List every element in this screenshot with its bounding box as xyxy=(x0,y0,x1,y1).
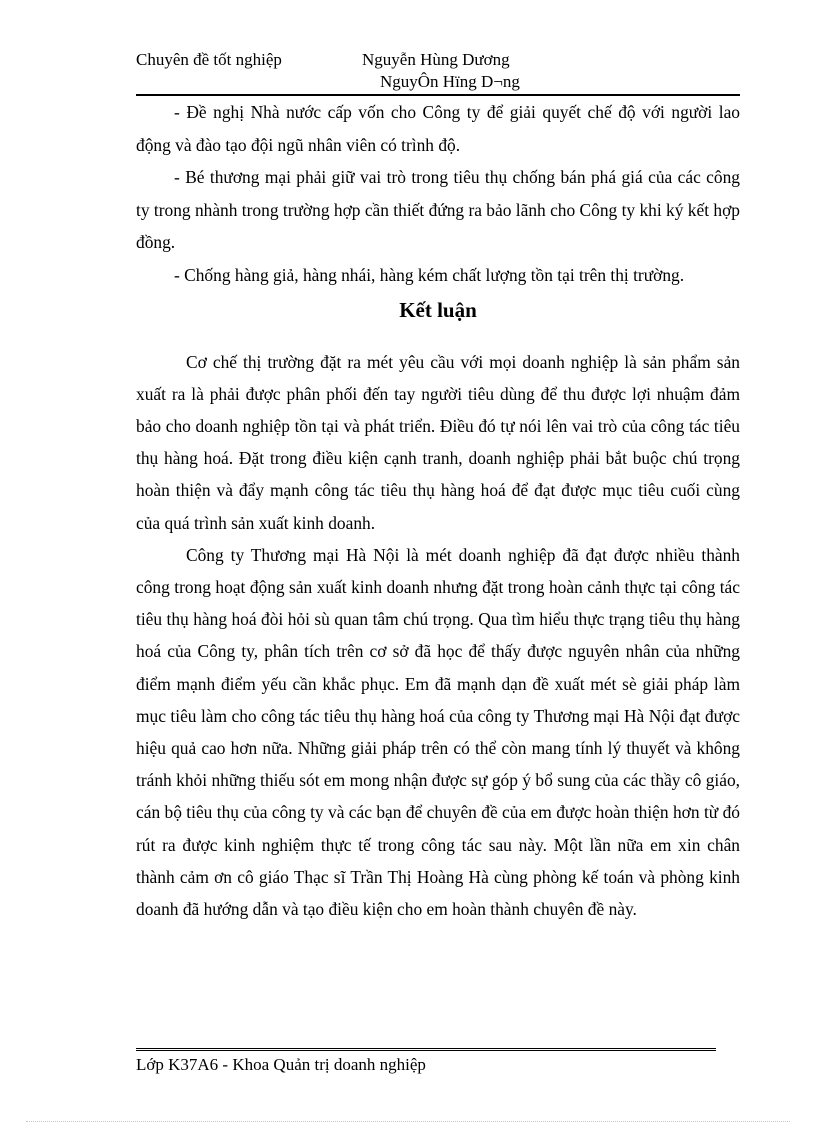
bullet-paragraph: - Đề nghị Nhà nước cấp vốn cho Công ty để giải quyết chế độ với người lao động và đào tạo đội ngũ nhân viên có trình độ. xyxy=(136,102,740,155)
footer-rule xyxy=(136,1048,716,1051)
conclusion-paragraph: Cơ chế thị trường đặt ra mét yêu cầu với mọi doanh nghiệp là sản phẩm sản xuất ra là phải được phân phối đến tay người tiêu dùng để thu được lợi nhuậm đảm bảo cho doanh nghiệp tồn tại và phát triển. Điều đó tự nói lên vai trò của công tác tiêu thụ hàng hoá. Đặt trong điều kiện cạnh tranh, doanh nghiệp phải bắt buộc chú trọng hoàn thiện và đẩy mạnh công tác tiêu thụ hàng hoá để đạt được mục tiêu cuối cùng của quá trình sản xuất kinh doanh. xyxy=(136,351,740,533)
bullet-paragraph: - Chống hàng giả, hàng nhái, hàng kém chất lượng tồn tại trên thị trường. xyxy=(174,264,685,285)
header-author-garbled: NguyÔn Hïng D¬ng xyxy=(380,72,520,91)
bullet-paragraph: - Bé thương mại phải giữ vai trò trong tiêu thụ chống bán phá giá của các công ty trong nhành trong trường hợp cần thiết đứng ra bảo lãnh cho Công ty khi ký kết hợp đồng. xyxy=(136,167,740,253)
conclusion-paragraph: Công ty Thương mại Hà Nội là mét doanh nghiệp đã đạt được nhiều thành công trong hoạt động sản xuất kinh doanh nhưng đặt trong hoàn cảnh thực tại công tác tiêu thụ hàng hoá đòi hỏi sù quan tâm chú trọng. Qua tìm hiểu thực trạng tiêu thụ hàng hoá của Công ty, phân tích trên cơ sở đã học để thấy được nguyên nhân của những điểm mạnh điểm yếu cần khắc phục. Em đã mạnh dạn đề xuất mét sè giải pháp làm mục tiêu làm cho công tác tiêu thụ hàng hoá của công ty Thương mại Hà Nội đạt được hiệu quả cao hơn nữa. Những giải pháp trên có thể còn mang tính lý thuyết và không tránh khỏi những thiếu sót em mong nhận được sự góp ý bổ sung của các thầy cô giáo, cán bộ tiêu thụ của công ty và các bạn để chuyên đề của em được hoàn thiện hơn từ đó rút ra được kinh nghiệm thực tế trong công tác sau này. Một lần nữa em xin chân thành cảm ơn cô giáo Thạc sĩ Trần Thị Hoàng Hà cùng phòng kế toán và phòng kinh doanh đã hướng dẫn và tạo điều kiện cho em hoàn thành chuyên đề này. xyxy=(136,544,740,920)
footer-text: Lớp K37A6 - Khoa Quản trị doanh nghiệp xyxy=(136,1055,426,1074)
header-title: Chuyên đề tốt nghiệp xyxy=(136,50,282,69)
section-heading: Kết luận xyxy=(399,297,477,322)
header-author: Nguyễn Hùng Dương xyxy=(362,50,510,69)
page-boundary-dotted xyxy=(26,1121,790,1122)
document-body xyxy=(136,96,740,925)
spacer xyxy=(136,328,740,346)
